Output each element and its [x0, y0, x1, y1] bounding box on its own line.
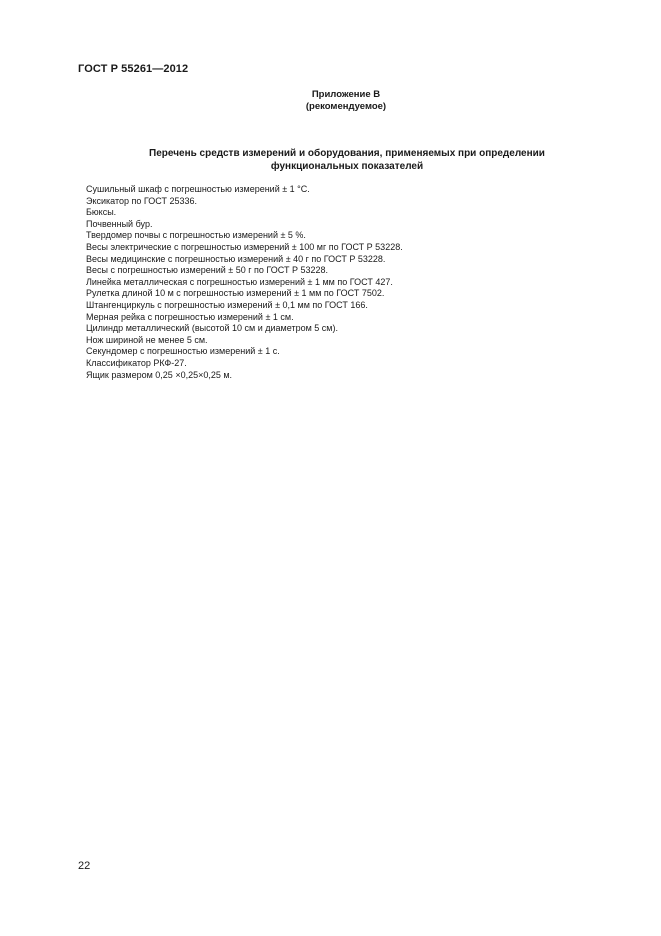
list-item: Весы с погрешностью измерений ± 50 г по ГОСТ Р 53228.	[86, 265, 329, 276]
list-item: Весы электрические с погрешностью измерений ± 100 мг по ГОСТ Р 53228.	[86, 241, 403, 252]
list-item: Цилиндр металлический (высотой 10 см и диаметром 5 см).	[86, 323, 338, 334]
list-item: Ящик размером 0,25 ×0,25×0,25 м.	[86, 369, 233, 380]
equipment-list	[86, 184, 403, 381]
list-item: Мерная рейка с погрешностью измерений ± 1 см.	[86, 311, 294, 322]
list-item: Рулетка длиной 10 м с погрешностью измерений ± 1 мм по ГОСТ 7502.	[86, 288, 385, 299]
list-item: Секундомер с погрешностью измерений ± 1 с.	[86, 346, 280, 357]
document-code: ГОСТ Р 55261—2012	[78, 63, 189, 75]
list-item: Эксикатор по ГОСТ 25336.	[86, 195, 197, 206]
list-item: Бюксы.	[86, 207, 117, 218]
list-item: Сушильный шкаф с погрешностью измерений ± 1 °С.	[86, 184, 310, 194]
section-heading-line-1: Перечень средств измерений и оборудования, применяемых при определении	[149, 148, 545, 159]
section-heading-line-2: функциональных показателей	[270, 161, 424, 172]
appendix-title: Приложение В	[311, 89, 381, 100]
list-item: Штангенциркуль с погрешностью измерений ± 0,1 мм по ГОСТ 166.	[86, 299, 368, 310]
appendix-status: (рекомендуемое)	[305, 101, 387, 112]
page-number: 22	[78, 860, 91, 872]
list-item: Почвенный бур.	[86, 218, 153, 229]
list-item: Твердомер почвы с погрешностью измерений ± 5 %.	[86, 230, 306, 241]
list-item: Весы медицинские с погрешностью измерений ± 40 г по ГОСТ Р 53228.	[86, 253, 386, 264]
list-item: Линейка металлическая с погрешностью измерений ± 1 мм по ГОСТ 427.	[86, 276, 393, 287]
list-item: Классификатор РКФ-27.	[86, 357, 187, 368]
list-item: Нож шириной не менее 5 см.	[86, 334, 208, 345]
